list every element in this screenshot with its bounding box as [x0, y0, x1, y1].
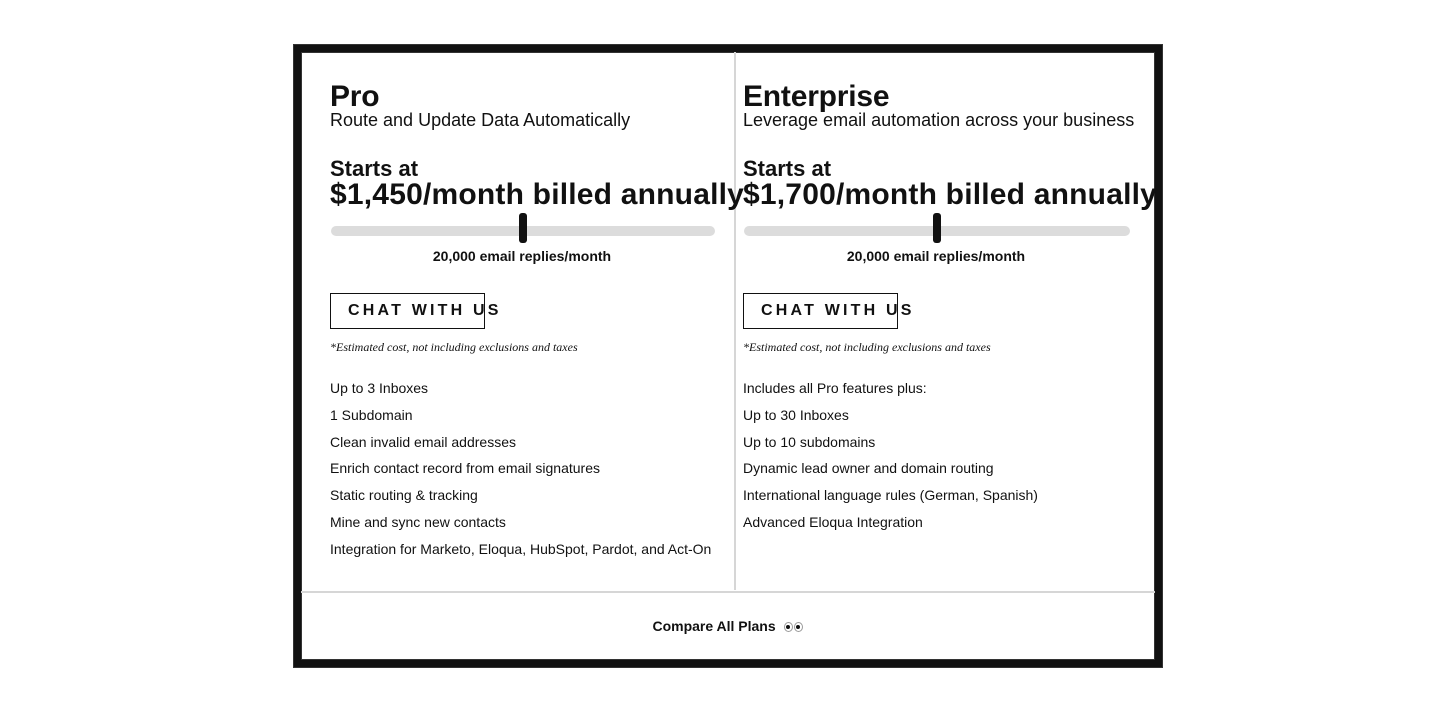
footer-divider [301, 591, 1155, 593]
pricing-card-frame [294, 45, 1162, 667]
feature-item: Advanced Eloqua Integration [743, 513, 923, 530]
feature-item: Includes all Pro features plus: [743, 380, 927, 396]
starts-at-label: Starts at [743, 156, 832, 181]
compare-all-plans-label: Compare All Plans [652, 618, 776, 634]
starts-at-label: Starts at [330, 156, 419, 181]
feature-item: Dynamic lead owner and domain routing [743, 460, 994, 477]
plan-subtitle: Leverage email automation across your business [743, 110, 1135, 130]
plan-name: Pro [330, 80, 380, 113]
feature-item: Up to 30 Inboxes [743, 406, 849, 423]
slider-handle[interactable] [933, 213, 941, 243]
feature-list [330, 379, 711, 567]
chat-with-us-button[interactable]: CHAT WITH US [330, 293, 485, 329]
feature-item: Up to 10 subdomains [743, 433, 876, 450]
feature-item: 1 Subdomain [330, 406, 413, 423]
compare-all-plans-link[interactable] [652, 618, 803, 634]
feature-item: Up to 3 Inboxes [330, 380, 429, 396]
email-volume-label: 20,000 email replies/month [432, 248, 612, 264]
compare-plans-row [301, 618, 1155, 635]
plan-subtitle: Route and Update Data Automatically [330, 110, 631, 130]
email-volume-slider[interactable] [331, 226, 715, 236]
feature-item: Integration for Marketo, Eloqua, HubSpot, Pardot, and Act-On [330, 540, 712, 557]
slider-handle[interactable] [519, 213, 527, 243]
email-volume-slider[interactable] [744, 226, 1130, 236]
feature-list [743, 379, 1038, 540]
column-divider [734, 52, 736, 590]
feature-item: Static routing & tracking [330, 487, 478, 504]
plan-name: Enterprise [743, 80, 890, 113]
email-volume-label: 20,000 email replies/month [846, 248, 1026, 264]
estimate-note: *Estimated cost, not including exclusions and taxes [330, 340, 578, 354]
feature-item: International language rules (German, Spanish) [743, 487, 1038, 504]
chat-with-us-button[interactable]: CHAT WITH US [743, 293, 898, 329]
feature-item: Enrich contact record from email signatures [330, 460, 600, 477]
eyes-icon [784, 619, 804, 635]
plan-price: $1,450/month billed annually [330, 178, 745, 211]
feature-item: Mine and sync new contacts [330, 513, 506, 530]
estimate-note: *Estimated cost, not including exclusions and taxes [743, 340, 991, 354]
plan-price: $1,700/month billed annually [743, 178, 1158, 211]
feature-item: Clean invalid email addresses [330, 433, 516, 450]
